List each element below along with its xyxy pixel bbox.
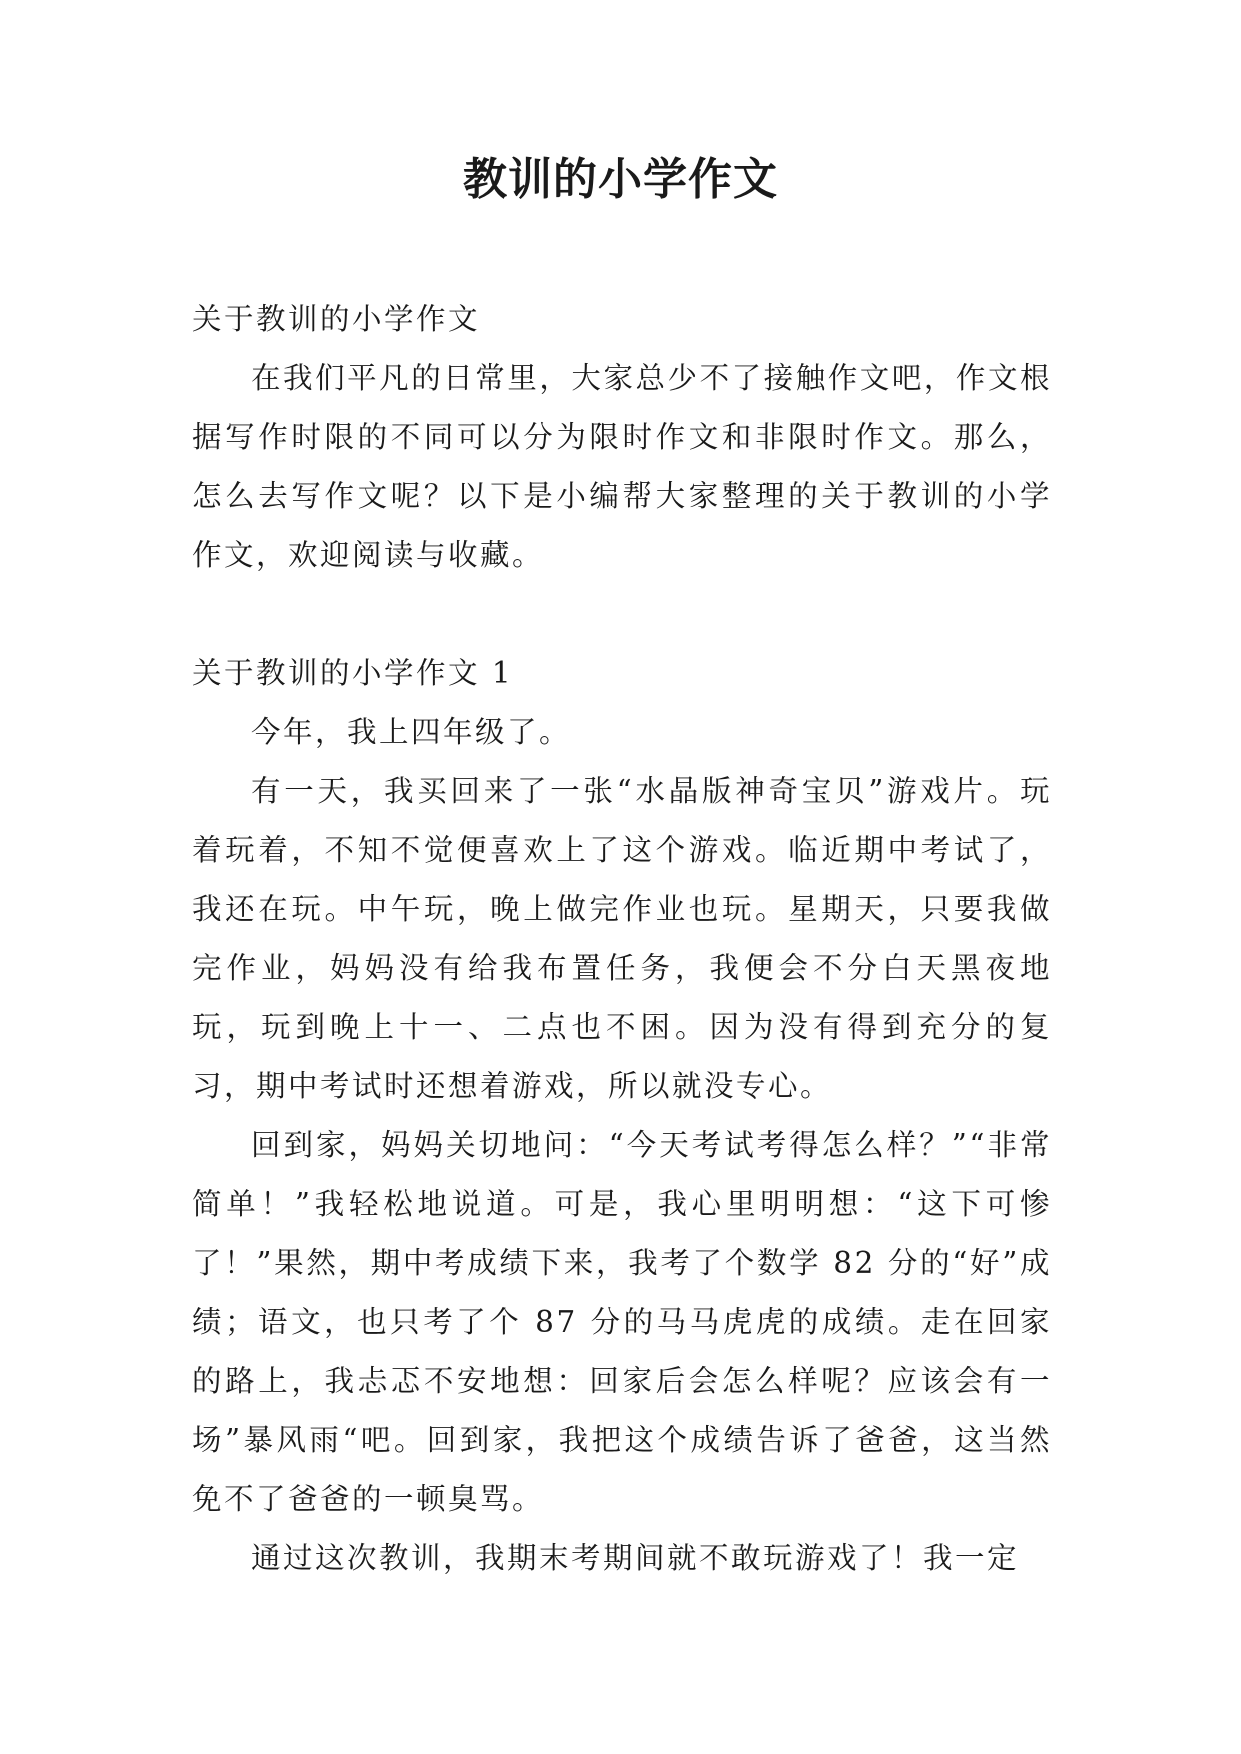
document-body: [192, 290, 1052, 1588]
intro-heading: 关于教训的小学作文: [192, 302, 481, 336]
intro-paragraph: 在我们平凡的日常里，大家总少不了接触作文吧，作文根据写作时限的不同可以分为限时作文和非限时作文。那么，怎么去写作文呢？以下是小编帮大家整理的关于教训的小学作文，欢迎阅读与收藏。: [192, 361, 1052, 572]
essay-1-paragraph-4: 通过这次教训，我期末考期间就不敢玩游戏了！我一定: [251, 1541, 1020, 1575]
essay-1-paragraph-1: 今年，我上四年级了。: [251, 715, 572, 749]
page-title: 教训的小学作文: [463, 154, 778, 205]
essay-1-paragraph-2: 有一天，我买回来了一张“水晶版神奇宝贝”游戏片。玩着玩着，不知不觉便喜欢上了这个游戏。临近期中考试了，我还在玩。中午玩，晚上做完作业也玩。星期天，只要我做完作业，妈妈没有给我布置任务，我便会不分白天黑夜地玩，玩到晚上十一、二点也不困。因为没有得到充分的复习，期中考试时还想着游戏，所以就没专心。: [192, 774, 1052, 1103]
essay-1-heading: 关于教训的小学作文 1: [192, 656, 514, 690]
essay-1-paragraph-3: 回到家，妈妈关切地问：“今天考试考得怎么样？”“非常简单！”我轻松地说道。可是，我心里明明想：“这下可惨了！”果然，期中考成绩下来，我考了个数学 82 分的“好”成绩；语文，也只考了个 87 分的马马虎虎的成绩。走在回家的路上，我忐忑不安地想：回家后会怎么样呢？应该会有一场”暴风雨“吧。回到家，我把这个成绩告诉了爸爸，这当然免不了爸爸的一顿臭骂。: [192, 1128, 1052, 1516]
section-spacer: [192, 585, 1052, 644]
